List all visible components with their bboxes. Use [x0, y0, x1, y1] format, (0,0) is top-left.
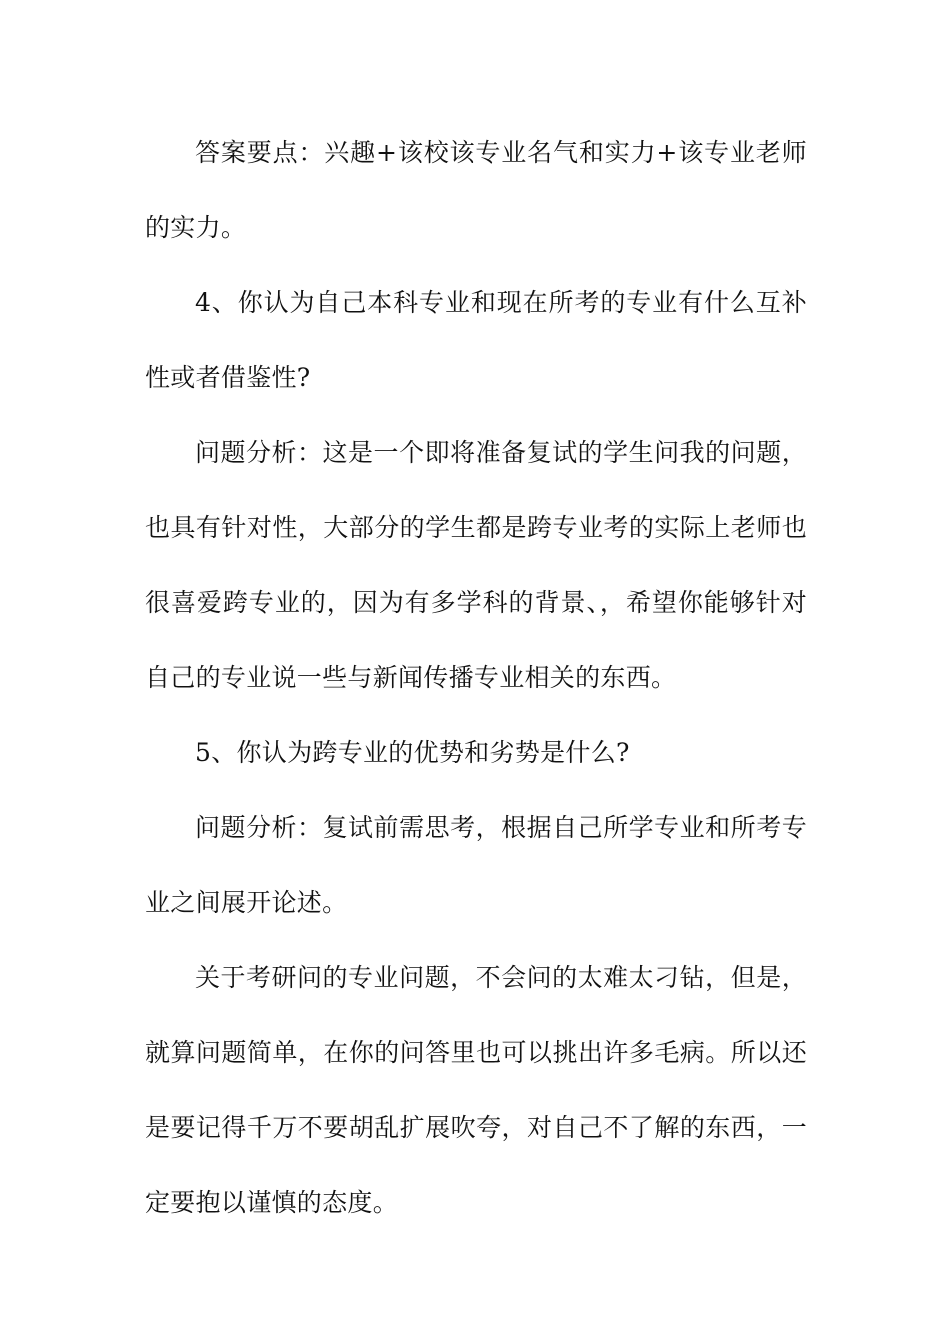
- paragraph-analysis-4: 问题分析：这是一个即将准备复试的学生问我的问题，也具有针对性，大部分的学生都是跨专业考的实际上老师也很喜爱跨专业的，因为有多学科的背景、，希望你能够针对自己的专业说一些与新闻传播专业相关的东西。: [145, 438, 807, 692]
- paragraph-answer-points: 答案要点：兴趣+该校该专业名气和实力+该专业老师的实力。: [145, 138, 807, 242]
- paragraph-question-4: 4、你认为自己本科专业和现在所考的专业有什么互补性或者借鉴性?: [145, 288, 807, 392]
- paragraph-question-5: 5、你认为跨专业的优势和劣势是什么?: [195, 738, 630, 767]
- paragraph-analysis-5: 问题分析：复试前需思考，根据自己所学专业和所考专业之间展开论述。: [145, 813, 807, 917]
- paragraph-conclusion: 关于考研问的专业问题，不会问的太难太刁钻，但是，就算问题简单，在你的问答里也可以挑出许多毛病。所以还是要记得千万不要胡乱扩展吹夸，对自己不了解的东西，一定要抱以谨慎的态度。: [145, 963, 807, 1217]
